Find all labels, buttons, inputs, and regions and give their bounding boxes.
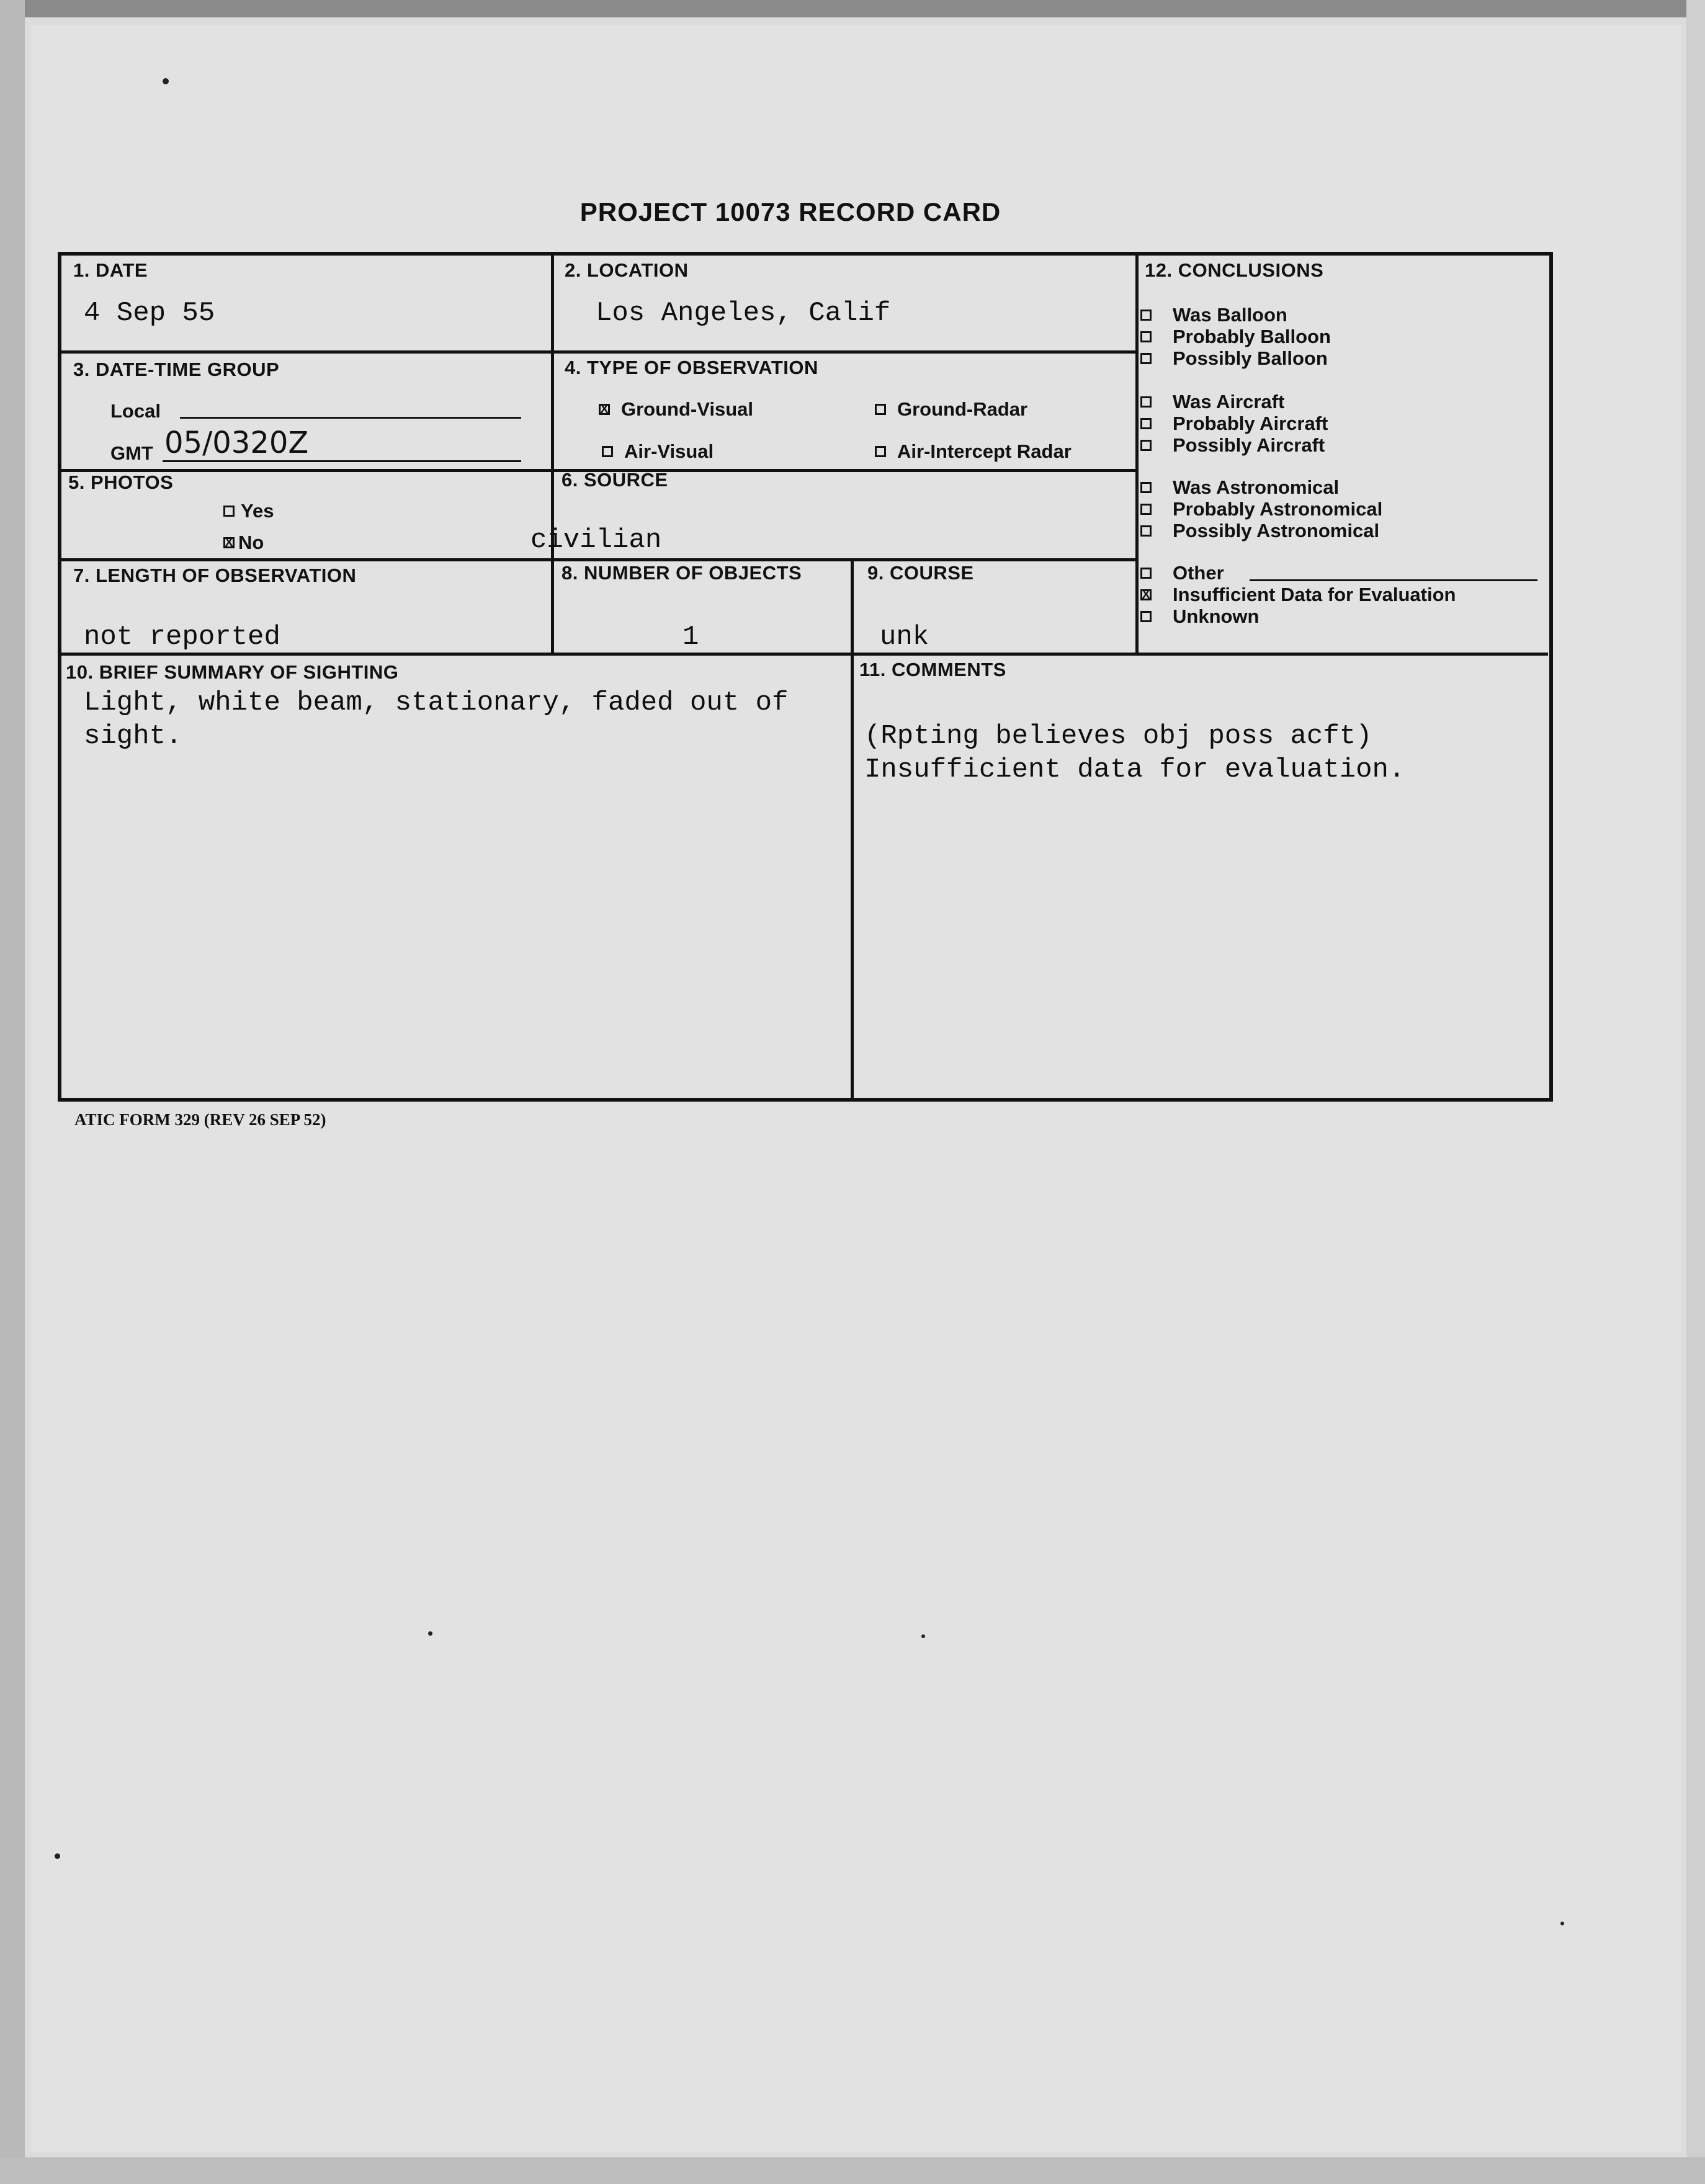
conclusion-probably-aircraft[interactable] bbox=[1140, 412, 1328, 435]
probably-aircraft-text: Probably Aircraft bbox=[1173, 412, 1328, 434]
air-intercept-radar-checkbox[interactable] bbox=[875, 446, 886, 457]
other-checkbox[interactable] bbox=[1140, 568, 1152, 579]
card-title: PROJECT 10073 RECORD CARD bbox=[580, 197, 1001, 226]
gmt-label: GMT bbox=[110, 442, 153, 464]
number-of-objects-value: 1 bbox=[682, 622, 699, 653]
brief-summary-label: 10. BRIEF SUMMARY OF SIGHTING bbox=[66, 661, 399, 683]
conclusions-label: 12. CONCLUSIONS bbox=[1145, 259, 1324, 281]
scan-edge-right bbox=[1686, 0, 1705, 2184]
insufficient-data-text: Insufficient Data for Evaluation bbox=[1173, 584, 1456, 605]
option-photos-yes[interactable] bbox=[223, 500, 274, 522]
divider-row3 bbox=[59, 558, 1137, 561]
conclusion-was-astronomical[interactable] bbox=[1140, 476, 1339, 499]
conclusion-probably-astronomical[interactable] bbox=[1140, 498, 1382, 520]
divider-row1 bbox=[59, 350, 1137, 354]
possibly-astronomical-checkbox[interactable] bbox=[1140, 525, 1152, 537]
ground-radar-text: Ground-Radar bbox=[897, 398, 1028, 420]
air-visual-text: Air-Visual bbox=[624, 440, 714, 462]
comments-label: 11. COMMENTS bbox=[859, 659, 1006, 680]
probably-aircraft-checkbox[interactable] bbox=[1140, 418, 1152, 429]
conclusion-was-balloon[interactable] bbox=[1140, 304, 1287, 326]
was-astronomical-checkbox[interactable] bbox=[1140, 482, 1152, 493]
air-intercept-radar-text: Air-Intercept Radar bbox=[897, 440, 1072, 462]
divider-col1 bbox=[551, 253, 554, 654]
conclusion-possibly-aircraft[interactable] bbox=[1140, 434, 1325, 457]
divider-col2 bbox=[1135, 253, 1139, 655]
course-label: 9. COURSE bbox=[867, 562, 974, 584]
probably-balloon-checkbox[interactable] bbox=[1140, 331, 1152, 342]
option-photos-no[interactable] bbox=[223, 532, 264, 554]
option-air-visual[interactable] bbox=[602, 440, 714, 463]
date-label: 1. DATE bbox=[73, 259, 148, 281]
divider-row4 bbox=[59, 653, 1548, 656]
ground-radar-checkbox[interactable] bbox=[875, 404, 886, 415]
conclusion-possibly-balloon[interactable] bbox=[1140, 347, 1328, 370]
scan-speck bbox=[55, 1853, 60, 1859]
ground-visual-checkbox[interactable]: X bbox=[599, 404, 610, 415]
divider-objects-course bbox=[851, 558, 854, 1098]
possibly-balloon-checkbox[interactable] bbox=[1140, 353, 1152, 364]
was-aircraft-checkbox[interactable] bbox=[1140, 396, 1152, 408]
location-label: 2. LOCATION bbox=[565, 259, 689, 281]
conclusion-other[interactable] bbox=[1140, 562, 1224, 584]
possibly-balloon-text: Possibly Balloon bbox=[1173, 347, 1328, 369]
was-balloon-text: Was Balloon bbox=[1173, 304, 1287, 326]
option-air-intercept-radar[interactable] bbox=[875, 440, 1072, 463]
other-text: Other bbox=[1173, 562, 1224, 584]
photos-label: 5. PHOTOS bbox=[68, 471, 174, 493]
scan-speck bbox=[921, 1634, 925, 1638]
option-ground-visual[interactable] bbox=[599, 398, 753, 421]
conclusion-probably-balloon[interactable] bbox=[1140, 326, 1331, 348]
scan-speck bbox=[1560, 1922, 1564, 1925]
was-balloon-checkbox[interactable] bbox=[1140, 310, 1152, 321]
possibly-aircraft-checkbox[interactable] bbox=[1140, 440, 1152, 451]
probably-astronomical-text: Probably Astronomical bbox=[1173, 498, 1383, 520]
scan-edge-left bbox=[0, 0, 25, 2184]
air-visual-checkbox[interactable] bbox=[602, 446, 613, 457]
date-time-group-label: 3. DATE-TIME GROUP bbox=[73, 359, 280, 380]
conclusion-unknown[interactable] bbox=[1140, 605, 1260, 628]
probably-astronomical-checkbox[interactable] bbox=[1140, 504, 1152, 515]
was-aircraft-text: Was Aircraft bbox=[1173, 391, 1285, 412]
type-of-observation-label: 4. TYPE OF OBSERVATION bbox=[565, 357, 818, 378]
ground-visual-text: Ground-Visual bbox=[621, 398, 754, 420]
other-underline bbox=[1250, 579, 1537, 581]
photos-yes-checkbox[interactable] bbox=[223, 506, 235, 517]
photos-no-checkbox[interactable]: X bbox=[223, 537, 235, 548]
local-label: Local bbox=[110, 400, 161, 422]
comments-value: (Rpting believes obj poss acft) Insufficient data for evaluation. bbox=[864, 721, 1405, 785]
scan-edge-bottom bbox=[0, 2157, 1705, 2184]
length-of-observation-value: not reported bbox=[84, 622, 280, 653]
scan-speck bbox=[428, 1631, 432, 1636]
conclusion-insufficient-data[interactable] bbox=[1140, 584, 1456, 606]
was-astronomical-text: Was Astronomical bbox=[1173, 476, 1340, 498]
conclusion-possibly-astronomical[interactable] bbox=[1140, 520, 1379, 542]
possibly-aircraft-text: Possibly Aircraft bbox=[1173, 434, 1325, 456]
source-label: 6. SOURCE bbox=[562, 469, 668, 491]
scan-edge-top bbox=[0, 0, 1705, 17]
location-value: Los Angeles, Calif bbox=[596, 298, 891, 329]
unknown-checkbox[interactable] bbox=[1140, 611, 1152, 622]
course-value: unk bbox=[880, 622, 929, 653]
gmt-value: 05/0320Z bbox=[164, 426, 309, 460]
unknown-text: Unknown bbox=[1173, 605, 1260, 627]
photos-no-text: No bbox=[238, 532, 264, 553]
length-of-observation-label: 7. LENGTH OF OBSERVATION bbox=[73, 564, 357, 586]
photos-yes-text: Yes bbox=[241, 500, 274, 522]
form-number: ATIC FORM 329 (REV 26 SEP 52) bbox=[74, 1110, 326, 1129]
number-of-objects-label: 8. NUMBER OF OBJECTS bbox=[562, 562, 802, 584]
brief-summary-value: Light, white beam, stationary, faded out of sight. bbox=[84, 687, 789, 752]
gmt-underline bbox=[163, 460, 521, 462]
possibly-astronomical-text: Possibly Astronomical bbox=[1173, 520, 1380, 542]
scan-speck bbox=[163, 78, 169, 84]
probably-balloon-text: Probably Balloon bbox=[1173, 326, 1331, 347]
option-ground-radar[interactable] bbox=[875, 398, 1027, 421]
insufficient-data-checkbox[interactable]: X bbox=[1140, 589, 1152, 600]
source-value: civilian bbox=[530, 525, 662, 556]
date-value: 4 Sep 55 bbox=[84, 298, 215, 329]
local-underline bbox=[180, 417, 521, 419]
conclusion-was-aircraft[interactable] bbox=[1140, 391, 1284, 413]
